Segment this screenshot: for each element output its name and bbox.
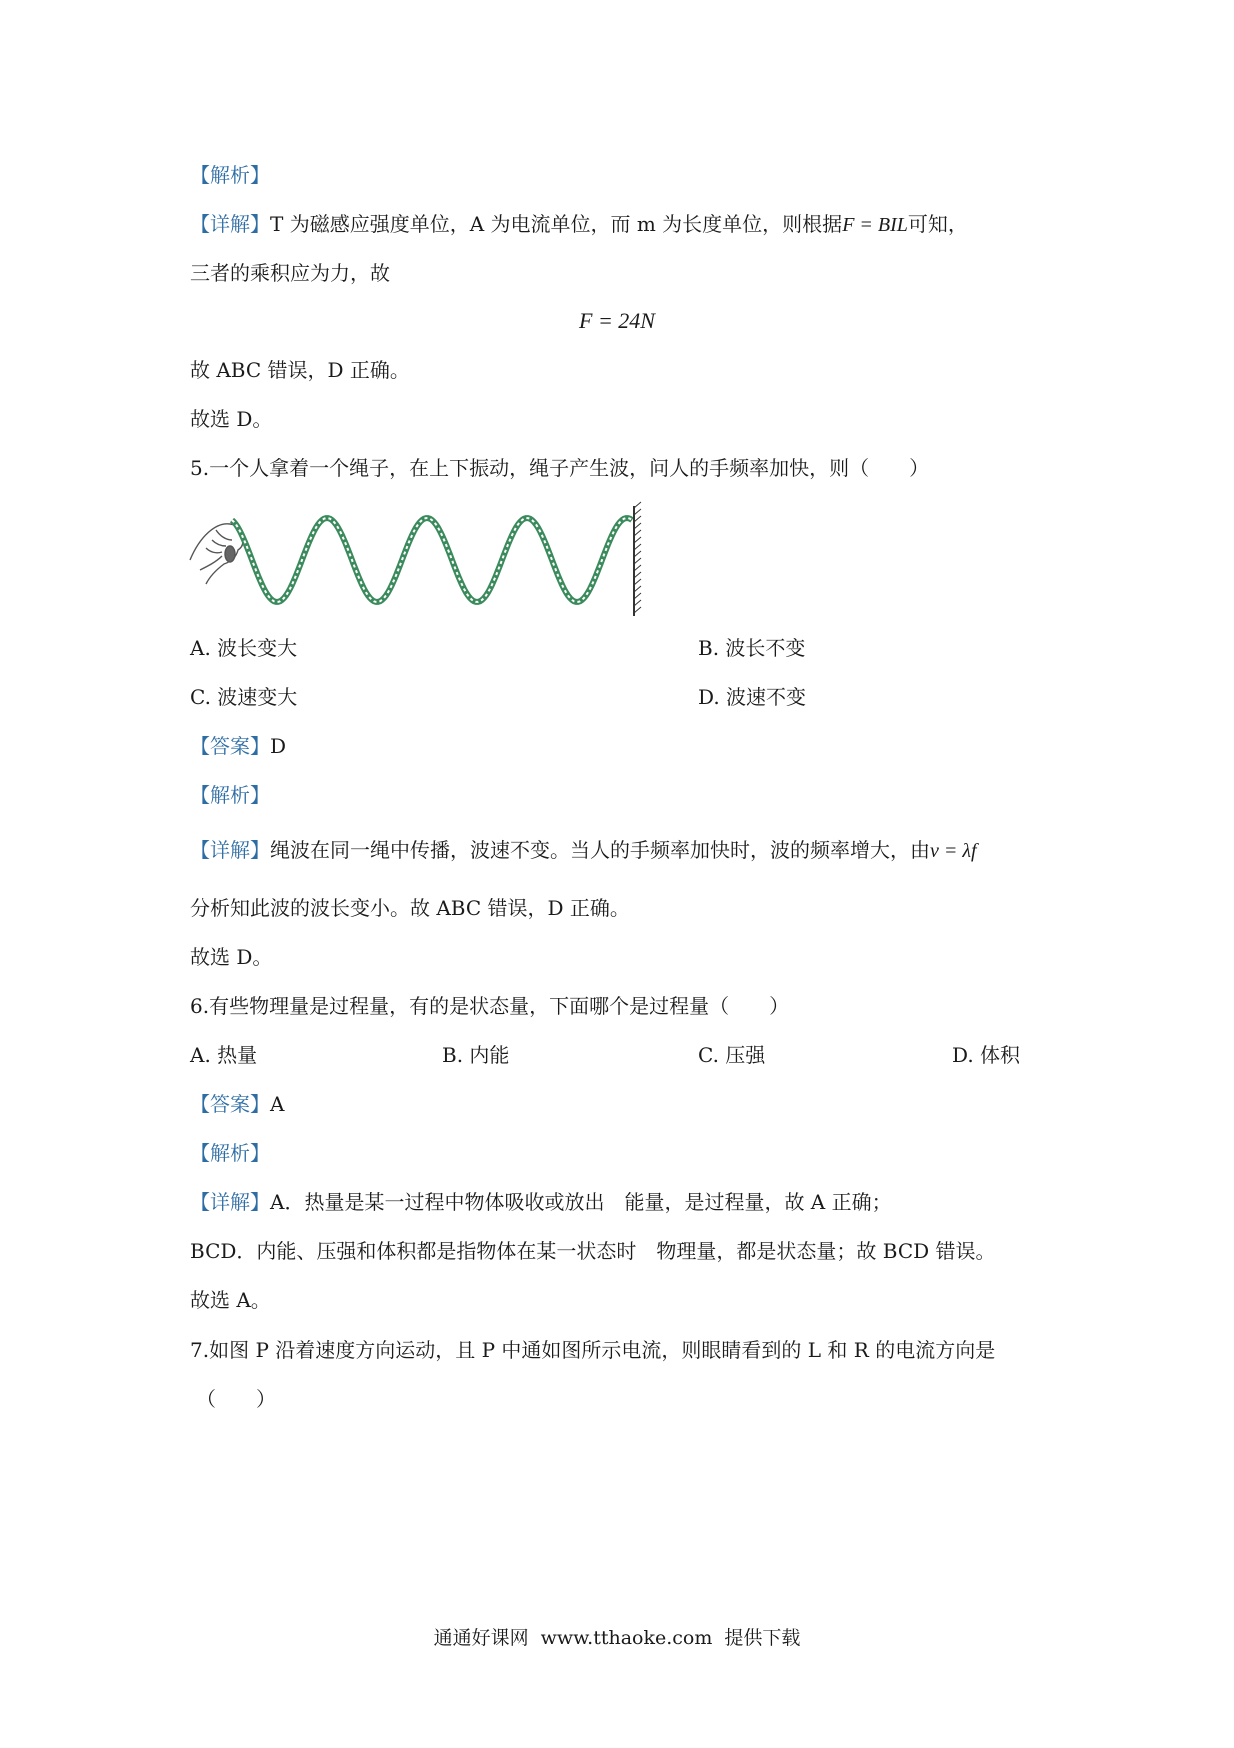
wall-hatch — [634, 516, 641, 522]
wall-hatch — [634, 579, 641, 585]
q6-option-b: B. 内能 — [442, 1043, 510, 1067]
wall-hatch — [634, 593, 641, 599]
q6-detail-line — [190, 1187, 892, 1217]
wall-hatch — [634, 530, 641, 536]
q4-detail-line2: 三者的乘积应为力，故 — [190, 261, 390, 285]
q5-detail-line — [190, 835, 977, 866]
wall-icon — [634, 502, 641, 616]
q4-detail-tail: 可知， — [907, 212, 968, 236]
footer-url[interactable]: www.tthaoke.com — [540, 1627, 713, 1649]
analysis-tag: 【解析】 — [190, 163, 270, 187]
wall-hatch — [634, 509, 641, 515]
q6-detail-tag: 【详解】 — [190, 1190, 270, 1214]
q5-choice: 故选 D。 — [190, 945, 273, 969]
wall-hatch — [634, 537, 641, 543]
q4-inline-formula: F = BIL — [842, 214, 908, 236]
q5-analysis-tag: 【解析】 — [190, 783, 270, 807]
q5-option-d: D. 波速不变 — [698, 685, 807, 709]
detail-tag: 【详解】 — [190, 212, 270, 236]
rope-wave-figure — [186, 500, 646, 620]
page-footer — [0, 1624, 1234, 1652]
q5-detail-line2: 分析知此波的波长变小。故 ABC 错误，D 正确。 — [190, 896, 630, 920]
q5-detail-text: 绳波在同一绳中传播，波速不变。当人的手频率加快时，波的频率增大，由 — [270, 838, 930, 862]
q6-option-c: C. 压强 — [698, 1043, 766, 1067]
wall-hatch — [634, 607, 641, 613]
q4-formula-center: F = 24N — [579, 308, 655, 333]
footer-suffix: 提供下载 — [724, 1627, 801, 1649]
wall-hatch — [634, 551, 641, 557]
q6-detail-line2: BCD．内能、压强和体积都是指物体在某一状态时 物理量，都是状态量；故 BCD 错误。 — [190, 1239, 996, 1263]
q6-analysis-tag: 【解析】 — [190, 1141, 270, 1165]
q4-detail-line — [190, 209, 968, 240]
q5-stem: 5.一个人拿着一个绳子，在上下振动，绳子产生波，问人的手频率加快，则（ ） — [190, 456, 930, 480]
q6-option-d: D. 体积 — [952, 1043, 1021, 1067]
answer-tag: 【答案】 — [190, 734, 270, 758]
wall-hatch — [634, 558, 641, 564]
q7-stem-line2: （ ） — [196, 1387, 276, 1411]
q6-answer-tag: 【答案】 — [190, 1092, 270, 1116]
q5-option-a: A. 波长变大 — [190, 636, 298, 660]
q6-detail-text: A．热量是某一过程中物体吸收或放出 能量，是过程量，故 A 正确； — [270, 1190, 892, 1214]
wall-hatch — [634, 544, 641, 550]
q5-option-c: C. 波速变大 — [190, 685, 298, 709]
wall-hatch — [634, 586, 641, 592]
q4-detail-text: T 为磁感应强度单位，A 为电流单位，而 m 为长度单位，则根据 — [270, 212, 843, 236]
wall-hatch — [634, 565, 641, 571]
q7-stem: 7.如图 P 沿着速度方向运动，且 P 中通如图所示电流，则眼睛看到的 L 和 R 的电流方向是 — [190, 1338, 996, 1362]
q6-answer-value: A — [270, 1092, 285, 1116]
q4-choice: 故选 D。 — [190, 407, 273, 431]
q5-detail-formula: v = λf — [930, 840, 977, 862]
hand-icon — [190, 524, 243, 584]
q6-option-a: A. 热量 — [190, 1043, 258, 1067]
wall-hatch — [634, 572, 641, 578]
q5-answer — [190, 731, 286, 761]
rope-wave-outer — [232, 518, 632, 602]
q5-option-b: B. 波长不变 — [698, 636, 806, 660]
q6-answer — [190, 1089, 284, 1119]
q6-choice: 故选 A。 — [190, 1288, 271, 1312]
wall-hatch — [634, 523, 641, 529]
q6-stem: 6.有些物理量是过程量，有的是状态量，下面哪个是过程量（ ） — [190, 994, 790, 1018]
q5-answer-value: D — [270, 734, 287, 758]
footer-site-name: 通通好课网 — [433, 1627, 529, 1649]
wall-hatch — [634, 600, 641, 606]
q4-conclusion: 故 ABC 错误，D 正确。 — [190, 358, 410, 382]
wall-hatch — [634, 502, 641, 508]
q5-detail-tag: 【详解】 — [190, 838, 270, 862]
